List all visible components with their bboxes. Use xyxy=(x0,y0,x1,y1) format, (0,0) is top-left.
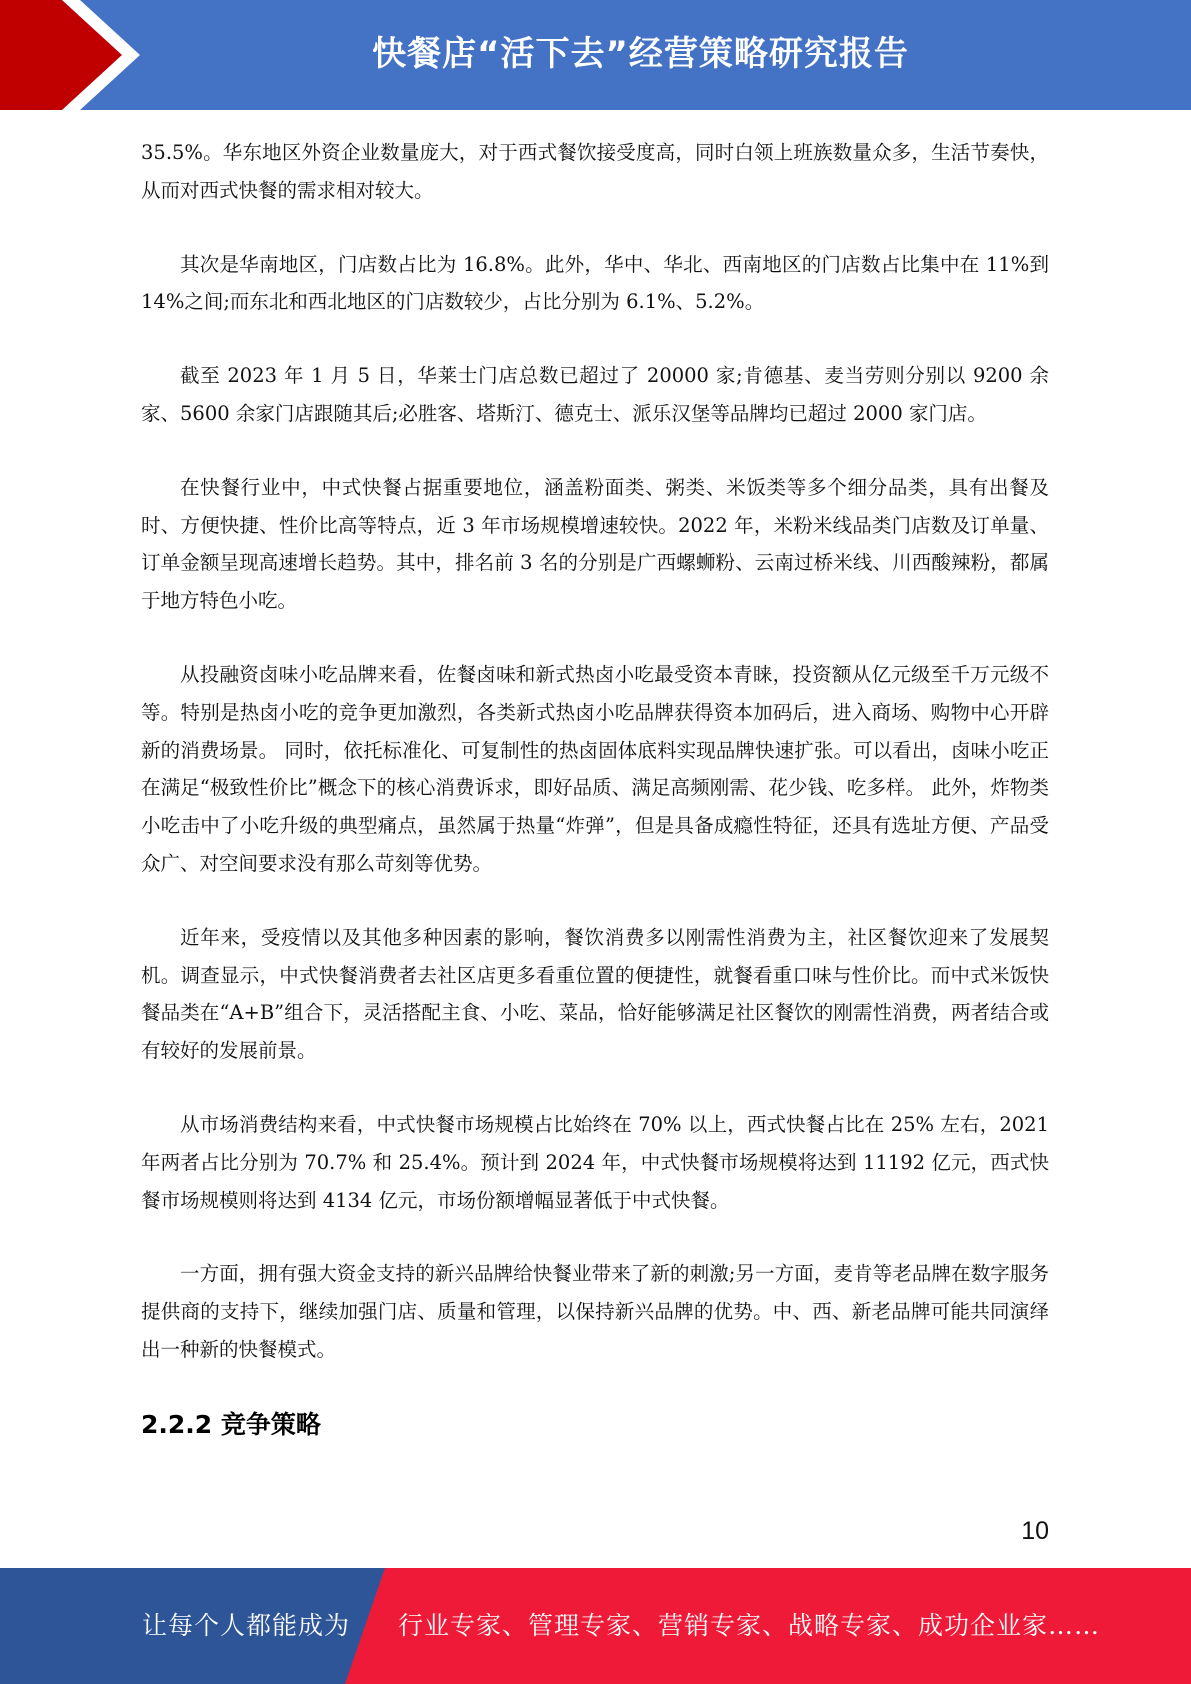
footer-slogan-right: 行业专家、管理专家、营销专家、战略专家、成功企业家…… xyxy=(398,1611,1101,1640)
paragraph-3: 截至 2023 年 1 月 5 日，华莱士门店总数已超过了 20000 家;肯德基、麦当劳则分别以 9200 余家、5600 余家门店跟随其后;必胜客、塔斯汀、德克士、派乐汉堡等品牌均已超过 2000 家门店。 xyxy=(141,364,1049,425)
page-header xyxy=(0,0,1191,110)
header-red-arrow-decoration xyxy=(0,0,150,110)
footer-slogan-left: 让每个人都能成为 xyxy=(142,1611,351,1640)
main-content xyxy=(141,134,1049,1445)
page-footer xyxy=(0,1568,1191,1684)
section-heading: 2.2.2 竞争策略 xyxy=(141,1409,321,1439)
page-number: 10 xyxy=(1021,1517,1049,1545)
paragraph-1: 35.5%。华东地区外资企业数量庞大，对于西式餐饮接受度高，同时白领上班族数量众多，生活节奏快，从而对西式快餐的需求相对较大。 xyxy=(141,141,1049,202)
paragraph-5: 从投融资卤味小吃品牌来看，佐餐卤味和新式热卤小吃最受资本青睐，投资额从亿元级至千万元级不等。特别是热卤小吃的竞争更加激烈，各类新式热卤小吃品牌获得资本加码后，进入商场、购物中心开辟新的消费场景。 同时，依托标准化、可复制性的热卤固体底料实现品牌快速扩张。可以看出，卤味小吃正在满足“极致性价比”概念下的核心消费诉求，即好品质、满足高频刚需、花少钱、吃多样。 此外，炸物类小吃击中了小吃升级的典型痛点，虽然属于热量“炸弹”，但是具备成瘾性特征，还具有选址方便、产品受众广、对空间要求没有那么苛刻等优势。 xyxy=(141,662,1049,875)
paragraph-6: 近年来，受疫情以及其他多种因素的影响，餐饮消费多以刚需性消费为主，社区餐饮迎来了发展契机。调查显示，中式快餐消费者去社区店更多看重位置的便捷性，就餐看重口味与性价比。而中式米饭快餐品类在“A+B”组合下，灵活搭配主食、小吃、菜品，恰好能够满足社区餐饮的刚需性消费，两者结合或有较好的发展前景。 xyxy=(141,925,1049,1063)
paragraph-7: 从市场消费结构来看，中式快餐市场规模占比始终在 70% 以上，西式快餐占比在 25% 左右，2021 年两者占比分别为 70.7% 和 25.4%。预计到 2024 年，中式快餐市场规模将达到 11192 亿元，西式快餐市场规模则将达到 4134 亿元，市场份额增幅显著低于中式快餐。 xyxy=(141,1112,1049,1212)
paragraph-8: 一方面，拥有强大资金支持的新兴品牌给快餐业带来了新的刺激;另一方面，麦肯等老品牌在数字服务提供商的支持下，继续加强门店、质量和管理，以保持新兴品牌的优势。中、西、新老品牌可能共同演绎出一种新的快餐模式。 xyxy=(141,1262,1049,1361)
paragraph-2: 其次是华南地区，门店数占比为 16.8%。此外，华中、华北、西南地区的门店数占比集中在 11%到 14%之间;而东北和西北地区的门店数较少，占比分别为 6.1%、5.2%。 xyxy=(141,252,1049,314)
report-title: 快餐店“活下去”经营策略研究报告 xyxy=(372,34,909,74)
paragraph-4: 在快餐行业中，中式快餐占据重要地位，涵盖粉面类、粥类、米饭类等多个细分品类，具有出餐及时、方便快捷、性价比高等特点，近 3 年市场规模增速较快。2022 年，米粉米线品类门店数及订单量、订单金额呈现高速增长趋势。其中，排名前 3 名的分别是广西螺蛳粉、云南过桥米线、川西酸辣粉，都属于地方特色小吃。 xyxy=(141,475,1049,613)
